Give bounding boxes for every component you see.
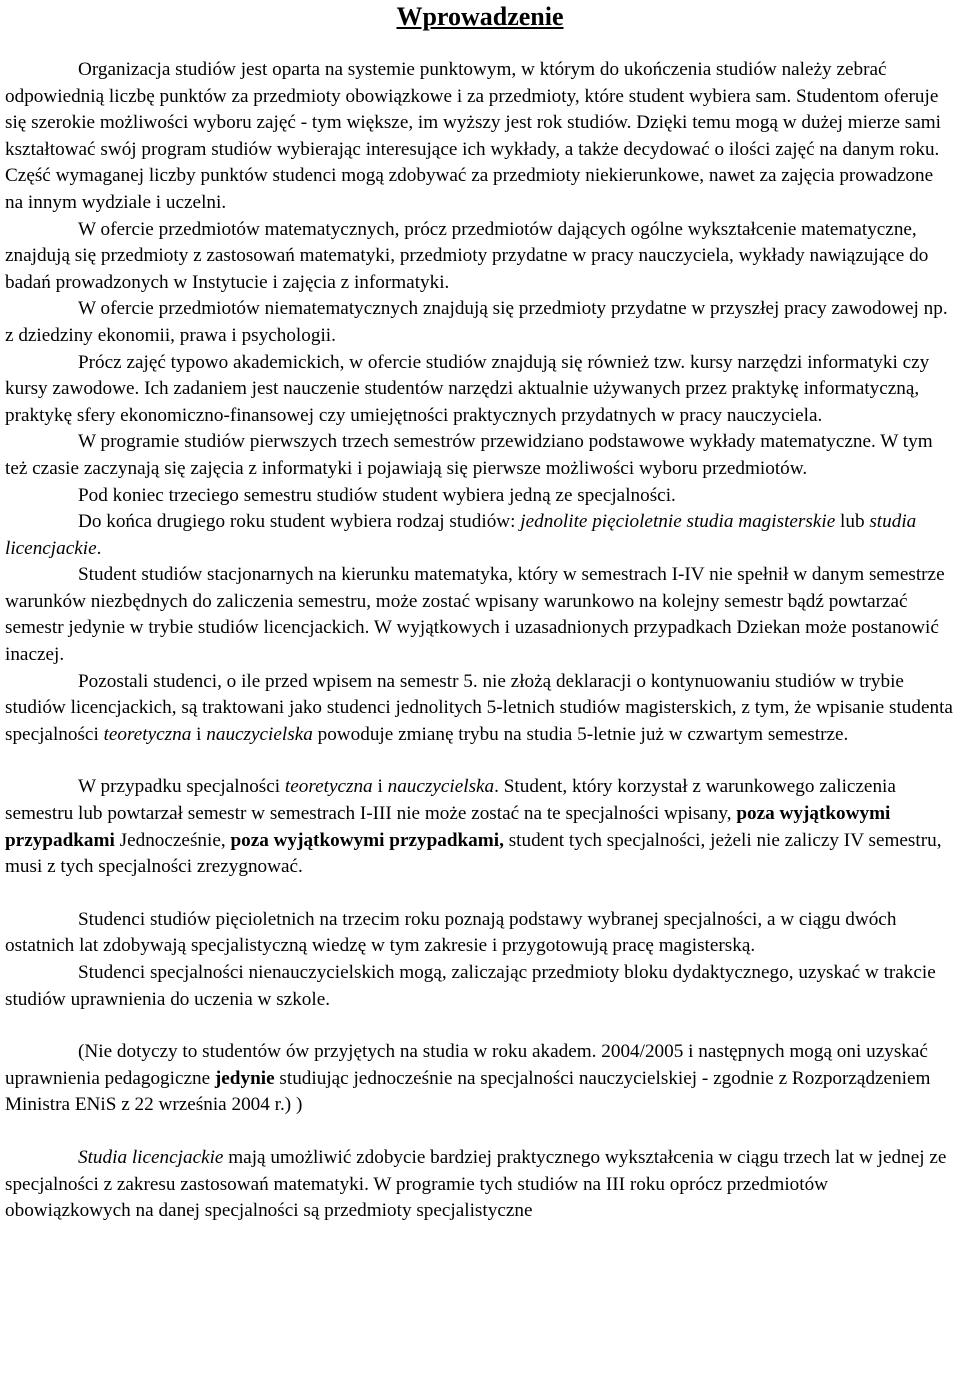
- paragraph-mathematical-courses: W ofercie przedmiotów matematycznych, prócz przedmiotów dających ogólne wykształcenie matematyczne, znajdują się przedmioty z zastosowań matematyki, przedmioty przydatne w pracy nauczyciela, wykłady nawiązujące do badań prowadzonych w Instytucie i zajęcia z informatyki.: [5, 218, 929, 293]
- paragraph-teaching-rights: Studenci specjalności nienauczycielskich mogą, zaliczając przedmioty bloku dydaktycznego, uzyskać w trakcie studiów uprawnienia do uczenia w szkole.: [5, 962, 936, 1010]
- paragraph-specialization-rules: [5, 774, 955, 880]
- italic-text: Studia licencjackie: [78, 1146, 224, 1168]
- text-run: i: [191, 723, 207, 745]
- paragraph-five-year-studies: Studenci studiów pięcioletnich na trzecim roku poznają podstawy wybranej specjalności, a w ciągu dwóch ostatnich lat zdobywają specjalistyczną wiedzę w tym zakresie i przygotowują pracę magisterską.: [5, 908, 897, 957]
- bold-text: jedynie: [214, 1067, 275, 1089]
- italic-text: studia licencjackie: [5, 511, 917, 559]
- text-run: (Nie dotyczy to studentów ów przyjętych na studia w roku akadem. 2004/2005 i następnych mogą oni uzyskać uprawnienia pedagogiczne: [5, 1041, 928, 1089]
- text-run: .: [96, 537, 102, 559]
- italic-text: jednolite pięcioletnie studia magisterskie: [520, 511, 836, 533]
- paragraph-non-mathematical-courses: W ofercie przedmiotów niematematycznych znajdują się przedmioty przydatne w przyszłej pracy zawodowej np. z dziedziny ekonomii, prawa i psychologii.: [5, 298, 948, 346]
- text-run: mają umożliwić zdobycie bardziej praktycznego wykształcenia w ciągu trzech lat w jednej ze specjalności z zakresu zastosowań matematyki. W programie tych studiów na III roku oprócz przedmiotów obowiązkowych na danej specjalności są przedmioty specjalistyczne: [5, 1146, 947, 1222]
- italic-text: teoretyczna: [284, 776, 373, 798]
- paragraph-conditional-enrollment: Student studiów stacjonarnych na kierunku matematyka, który w semestrach I-IV nie spełnił w danym semestrze warunków niezbędnych do zaliczenia semestru, może zostać wpisany warunkowo na kolejny semestr bądź powtarzać semestr jedynie w trybie studiów licencjackich. W wyjątkowych i uzasadnionych przypadkach Dziekan może postanowić inaczej.: [5, 564, 945, 666]
- text-run: studiując jednocześnie na specjalności nauczycielskiej - zgodnie z Rozporządzeniem Ministra ENiS z 22 września 2004 r.) ): [5, 1067, 931, 1116]
- italic-text: nauczycielska: [387, 776, 495, 798]
- paragraph-bachelor-studies: [5, 1145, 955, 1225]
- text-run: Pozostali studenci, o ile przed wpisem na semestr 5. nie złożą deklaracji o kontynuowaniu studiów w trybie studiów licencjackich, są traktowani jako studenci jednolitych 5-letnich studiów magisterskich, z tym, że wpisanie studenta specjalności: [5, 670, 953, 745]
- paragraph-it-courses: Prócz zajęć typowo akademickich, w ofercie studiów znajdują się również tzw. kursy narzędzi informatyki czy kursy zawodowe. Ich zadaniem jest nauczenie studentów narzędzi aktualnie używanych przez praktykę informatyczną, praktykę sfery ekonomiczno-finansowej czy umiejętności praktycznych przydatnych w pracy nauczyciela.: [5, 351, 930, 426]
- paragraph-study-organization: Organizacja studiów jest oparta na systemie punktowym, w którym do ukończenia studiów należy zebrać odpowiednią liczbę punktów za przedmioty obowiązkowe i za przedmioty, które student wybiera sam. Studentom oferuje się szerokie możliwości wyboru zajęć - tym większe, im wyższy jest rok studiów. Dzięki temu mogą w dużej mierze sami kształtować swój program studiów wybierając interesujące ich wykłady, a także decydować o ilości zajęć na danym roku. Część wymaganej liczby punktów studenci mogą zdobywać za przedmioty niekierunkowe, nawet za zajęcia prowadzone na innym wydziale i uczelni.: [5, 59, 942, 213]
- italic-text: nauczycielska: [206, 723, 313, 745]
- paragraph-study-type-choice: [5, 509, 955, 562]
- text-run: Jednocześnie,: [114, 829, 231, 851]
- bold-text: poza wyjątkowymi przypadkami,: [230, 829, 504, 851]
- text-run: W przypadku specjalności: [78, 776, 285, 798]
- page-title: Wprowadzenie: [396, 2, 564, 31]
- text-run: i: [372, 776, 388, 798]
- bold-text: poza wyjątkowymi przypadkami: [5, 803, 891, 851]
- document-page: [5, 0, 955, 1225]
- paragraph-exception-note: [5, 1039, 955, 1119]
- text-run: lub: [835, 511, 870, 533]
- paragraph-specialization-choice: Pod koniec trzeciego semestru studiów student wybiera jedną ze specjalności.: [78, 484, 676, 506]
- paragraph-first-semesters: W programie studiów pierwszych trzech semestrów przewidziano podstawowe wykłady matematyczne. W tym też czasie zaczynają się zajęcia z informatyki i pojawiają się pierwsze możliwości wyboru przedmiotów.: [5, 431, 933, 479]
- paragraph-other-students: [5, 669, 955, 749]
- text-run: student tych specjalności, jeżeli nie zaliczy IV semestru, musi z tych specjalności zrezygnować.: [5, 829, 942, 878]
- italic-text: teoretyczna: [103, 723, 192, 745]
- text-run: . Student, który korzystał z warunkowego zaliczenia semestru lub powtarzał semestr w semestrach I-III nie może zostać na te specjalności wpisany,: [5, 776, 896, 825]
- text-run: powoduje zmianę trybu na studia 5-letnie już w czwartym semestrze.: [312, 723, 849, 745]
- text-run: Do końca drugiego roku student wybiera rodzaj studiów:: [78, 511, 521, 533]
